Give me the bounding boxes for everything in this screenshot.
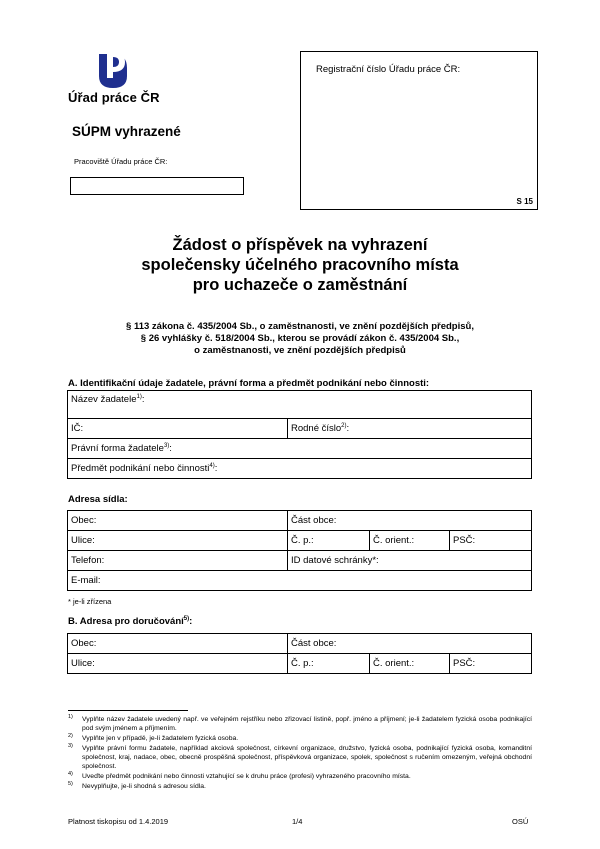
law-line-1: § 113 zákona č. 435/2004 Sb., o zaměstnanosti, ve znění pozdějších předpisů, xyxy=(126,321,474,332)
seat-city-label: Obec: xyxy=(71,515,97,526)
footnote-4 xyxy=(68,772,532,781)
law-line-3: o zaměstnanosti, ve znění pozdějších předpisů xyxy=(194,345,406,356)
data-box-label: ID datové schránky*: xyxy=(291,555,379,566)
delivery-district-label: Část obce: xyxy=(291,638,337,649)
birth-number-field[interactable]: Rodné číslo$^{2)}$: xyxy=(288,419,532,439)
footnote-3 xyxy=(68,744,532,771)
title-line-1: Žádost o příspěvek na vyhrazení xyxy=(172,236,428,254)
delivery-city-field[interactable] xyxy=(68,634,288,654)
title-line-3: pro uchazeče o zaměstnání xyxy=(192,276,408,294)
seat-district-label: Část obce: xyxy=(291,515,337,526)
seat-cp-field[interactable] xyxy=(288,531,370,551)
logo-icon xyxy=(93,48,133,90)
footnote-ref: 4) xyxy=(209,462,215,469)
section-b-heading: B. Adresa pro doručování$^{5)}$: xyxy=(68,615,193,627)
footnote-number: 3) xyxy=(68,743,73,749)
applicant-name-field[interactable]: Název žadatele$^{1)}$: xyxy=(68,391,532,419)
business-subject-field[interactable]: Předmět podnikání nebo činnosti$^{4)}$: xyxy=(68,459,532,479)
footnote-text: Vyplňte právní formu žadatele, například akciová společnost, církevní organizace, družstvo, fyzická osoba, podnikající fyzická osoba, komanditní společnost, kraj, nadace, obec, obecně prospěšná společnost, příspěvková organizace, spolek, společnost s ručením omezeným, veřejná obchodní společnost. xyxy=(82,745,532,770)
seat-cp-label: Č. p.: xyxy=(291,535,314,546)
delivery-cp-field[interactable] xyxy=(288,654,370,674)
footnote-2 xyxy=(68,734,532,743)
brand-name: Úřad práce ČR xyxy=(68,90,160,105)
footnote-text: Uveďte předmět podnikání nebo činnosti vztahující se k druhu práce (profesi) vyhrazeného pracovního místa. xyxy=(82,773,411,780)
legal-form-field[interactable]: Právní forma žadatele$^{3)}$: xyxy=(68,439,532,459)
footnote-text: Vyplňte jen v případě, je-li žadatelem fyzická osoba. xyxy=(82,735,239,742)
title-line-2: společensky účelného pracovního místa xyxy=(141,256,459,274)
email-field[interactable] xyxy=(68,571,532,591)
seat-city-field[interactable] xyxy=(68,511,288,531)
delivery-district-field[interactable] xyxy=(288,634,532,654)
seat-address-heading: Adresa sídla: xyxy=(68,494,128,505)
phone-label: Telefon: xyxy=(71,555,105,566)
footnote-number: 5) xyxy=(68,781,73,787)
delivery-corient-field[interactable] xyxy=(370,654,450,674)
delivery-psc-field[interactable] xyxy=(450,654,532,674)
email-label: E-mail: xyxy=(71,575,101,586)
workplace-field[interactable] xyxy=(70,177,244,195)
footnote-ref: 1) xyxy=(136,393,142,400)
seat-street-label: Ulice: xyxy=(71,535,95,546)
page-number: 1/4 xyxy=(292,817,303,826)
delivery-cp-label: Č. p.: xyxy=(291,658,314,669)
applicant-name-label: Název žadatele xyxy=(71,394,137,405)
ic-label: IČ: xyxy=(71,423,84,434)
footnotes xyxy=(68,715,532,792)
seat-corient-label: Č. orient.: xyxy=(373,535,415,546)
reserved-title: SÚPM vyhrazené xyxy=(72,124,181,139)
data-box-field[interactable] xyxy=(288,551,532,571)
footnote-number: 1) xyxy=(68,714,73,720)
footnote-5 xyxy=(68,782,532,791)
legal-form-label: Právní forma žadatele xyxy=(71,443,164,454)
seat-psc-label: PSČ: xyxy=(453,535,476,546)
seat-district-field[interactable] xyxy=(288,511,532,531)
seat-psc-field[interactable] xyxy=(450,531,532,551)
form-code: S 15 xyxy=(516,197,533,206)
footnote-text: Vyplňte název žadatele uvedený např. ve veřejném rejstříku nebo zřizovací listině, popř. jméno a příjmení; je-li žadatelem fyzická osoba podnikající pod svým jménem a příjmením. xyxy=(82,716,532,732)
footnote-ref: 3) xyxy=(163,442,170,449)
department-code: OSÚ xyxy=(512,817,529,826)
section-a-table xyxy=(67,390,532,479)
footnote-ref: 2) xyxy=(341,422,347,429)
delivery-street-label: Ulice: xyxy=(71,658,95,669)
delivery-corient-label: Č. orient.: xyxy=(373,658,415,669)
footnote-1 xyxy=(68,715,532,733)
law-line-2: § 26 vyhlášky č. 518/2004 Sb., kterou se provádí zákon č. 435/2004 Sb., xyxy=(140,333,460,344)
registration-label: Registrační číslo Úřadu práce ČR: xyxy=(316,64,461,75)
workplace-label: Pracoviště Úřadu práce ČR: xyxy=(74,157,168,166)
seat-corient-field[interactable] xyxy=(370,531,450,551)
seat-address-table xyxy=(67,510,532,591)
phone-field[interactable] xyxy=(68,551,288,571)
footnote-number: 2) xyxy=(68,733,73,739)
footnote-number: 4) xyxy=(68,771,73,777)
ic-field[interactable] xyxy=(68,419,288,439)
business-subject-label: Předmět podnikání nebo činnosti xyxy=(71,463,210,474)
registration-box[interactable] xyxy=(300,51,538,210)
document-title xyxy=(0,235,600,295)
footnote-text: Nevyplňujte, je-li shodná s adresou sídla. xyxy=(82,783,206,790)
law-reference xyxy=(0,321,600,357)
data-box-note: * je-li zřízena xyxy=(68,597,112,606)
delivery-street-field[interactable] xyxy=(68,654,288,674)
footnote-divider xyxy=(68,710,188,711)
seat-street-field[interactable] xyxy=(68,531,288,551)
birth-number-label: Rodné číslo xyxy=(291,423,342,434)
delivery-address-table xyxy=(67,633,532,674)
delivery-city-label: Obec: xyxy=(71,638,97,649)
footnote-ref: 5) xyxy=(183,615,190,622)
form-validity: Platnost tiskopisu od 1.4.2019 xyxy=(68,817,169,826)
delivery-psc-label: PSČ: xyxy=(453,658,476,669)
section-a-heading: A. Identifikační údaje žadatele, právní forma a předmět podnikání nebo činnosti: xyxy=(68,378,430,389)
section-b-heading-text: B. Adresa pro doručování xyxy=(68,616,184,627)
